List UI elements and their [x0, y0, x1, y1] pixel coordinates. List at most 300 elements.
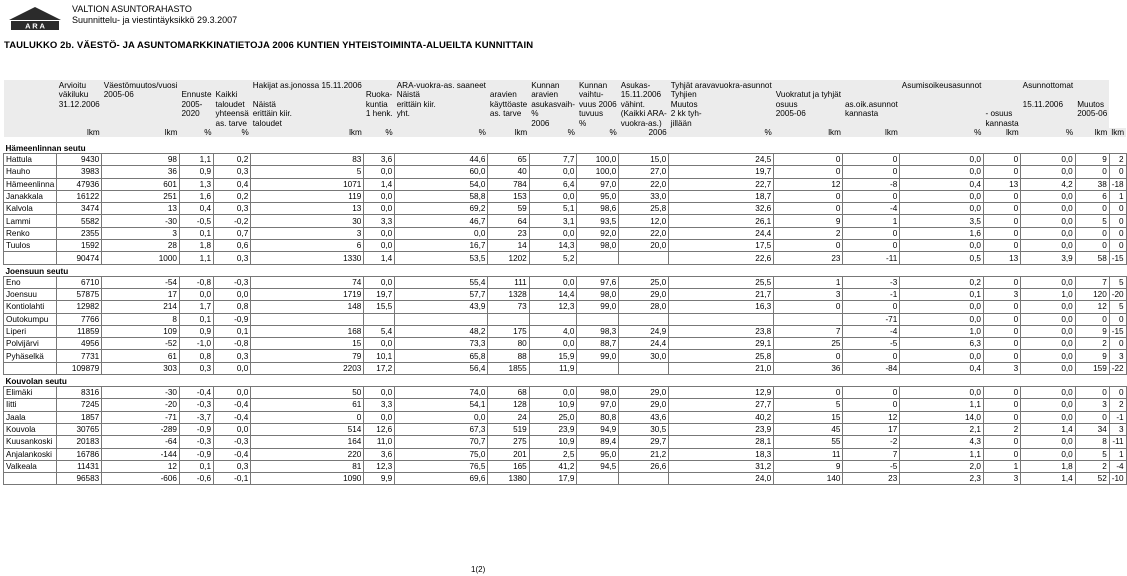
table-cell: 4,3 [900, 436, 984, 448]
table-cell [395, 313, 488, 325]
table-cell: 98,0 [577, 387, 619, 399]
header-cell: 2005-06 [1077, 109, 1108, 118]
table-row [4, 227, 1127, 239]
header-cell [1021, 109, 1076, 119]
table-cell: 251 [102, 190, 180, 202]
table-cell: 18,7 [669, 190, 774, 202]
header-cell: vuus 2006 [578, 99, 617, 109]
table-cell: -1 [1109, 411, 1126, 423]
table-cell: 784 [488, 178, 529, 190]
table-cell [529, 313, 577, 325]
municipality-name: Kontiolahti [4, 301, 57, 313]
table-cell: 12,3 [529, 301, 577, 313]
table-cell: 1,8 [179, 240, 213, 252]
table-cell: 5,2 [529, 252, 577, 264]
table-cell: 98 [102, 154, 180, 166]
header-row [4, 80, 1127, 90]
table-cell: 0 [983, 325, 1020, 337]
table-cell: 1 [1109, 190, 1126, 202]
table-cell: 0,0 [1021, 411, 1076, 423]
table-cell: 0,1 [179, 313, 213, 325]
table-cell: 22,0 [619, 227, 669, 239]
table-cell: 13 [983, 178, 1020, 190]
table-cell: 12,6 [364, 423, 395, 435]
header-cell [102, 118, 180, 128]
table-cell: 60,0 [395, 166, 488, 178]
table-cell: 3 [774, 288, 843, 300]
table-cell: -1 [843, 288, 900, 300]
table-cell: 0,4 [179, 203, 213, 215]
table-cell: -0,8 [214, 338, 251, 350]
table-cell: 30 [251, 215, 364, 227]
table-cell: -0,9 [179, 423, 213, 435]
table-cell: 8316 [57, 387, 102, 399]
header-cell: Asunnottomat [1022, 80, 1074, 90]
header-cell: % [577, 118, 619, 128]
table-cell: 0,0 [900, 190, 984, 202]
table-cell: 2,1 [900, 423, 984, 435]
table-cell: -30 [102, 215, 180, 227]
table-cell: 0 [983, 215, 1020, 227]
table-cell: 21,2 [619, 448, 669, 460]
municipality-name: Renko [4, 227, 57, 239]
table-cell: 9 [774, 215, 843, 227]
header-cell: % [669, 128, 774, 138]
table-cell: 13 [251, 203, 364, 215]
table-cell: 0 [983, 276, 1020, 288]
table-cell: 38 [1075, 178, 1109, 190]
table-cell: 12,9 [669, 387, 774, 399]
header-cell [1021, 90, 1076, 100]
table-row [4, 178, 1127, 190]
table-cell: 0,0 [529, 190, 577, 202]
table-cell: -0,3 [214, 436, 251, 448]
table-cell: 0,0 [364, 411, 395, 423]
table-cell: 79 [251, 350, 364, 362]
table-cell: 6 [1075, 190, 1109, 202]
table-row [4, 288, 1127, 300]
table-cell: 1855 [488, 362, 529, 374]
table-cell: 2355 [57, 227, 102, 239]
table-cell: 27,7 [669, 399, 774, 411]
table-cell: 7 [1075, 276, 1109, 288]
table-cell [364, 313, 395, 325]
table-cell: 94,9 [577, 423, 619, 435]
table-cell: 15,0 [619, 154, 669, 166]
table-cell: 17 [843, 423, 900, 435]
table-cell: 7,7 [529, 154, 577, 166]
table-cell: -54 [102, 276, 180, 288]
table-cell: 1,4 [364, 178, 395, 190]
table-cell: 80,8 [577, 411, 619, 423]
table-cell: 1 [1109, 448, 1126, 460]
header-cell [983, 99, 1020, 109]
table-cell: -3 [843, 276, 900, 288]
header-row [4, 118, 1127, 128]
table-cell: 0 [1109, 203, 1126, 215]
header-cell: lkm [843, 128, 900, 138]
table-cell: 0,0 [529, 338, 577, 350]
table-cell: -0,9 [214, 313, 251, 325]
table-cell: 1,1 [179, 252, 213, 264]
table-cell: 3 [251, 227, 364, 239]
table-cell: 19,7 [669, 166, 774, 178]
table-cell: 3 [1109, 350, 1126, 362]
table-cell: 2203 [251, 362, 364, 374]
table-cell: 0 [1075, 166, 1109, 178]
table-cell: 96583 [57, 473, 102, 485]
table-cell: 88 [488, 350, 529, 362]
table-row [4, 252, 1127, 264]
table-cell: -0,1 [214, 473, 251, 485]
table-cell: -20 [102, 399, 180, 411]
table-cell: 0 [251, 411, 364, 423]
header-cell: as. tarve [488, 109, 529, 119]
table-cell: 52 [1075, 473, 1109, 485]
table-cell: -8 [843, 178, 900, 190]
table-cell: 0 [843, 190, 900, 202]
table-row [4, 411, 1127, 423]
header-cell [1021, 118, 1076, 128]
header-cell: 1 henk. [365, 109, 393, 118]
header-cell: Vuokratut ja tyhjät [775, 90, 841, 99]
table-cell: 0,0 [364, 227, 395, 239]
table-cell: -10 [1109, 473, 1126, 485]
table-cell: 0,8 [179, 350, 213, 362]
header-cell: % [529, 109, 577, 119]
table-row [4, 473, 1127, 485]
table-cell: 0,0 [364, 190, 395, 202]
table-cell: -0,4 [214, 411, 251, 423]
header-cell: kannasta [985, 118, 1019, 128]
table-cell: 1,4 [364, 252, 395, 264]
header-cell: yht. [395, 109, 488, 119]
table-cell: -144 [102, 448, 180, 460]
table-cell: 99,0 [577, 301, 619, 313]
table-cell [619, 252, 669, 264]
header-cell [57, 109, 102, 119]
table-cell: 33,0 [619, 190, 669, 202]
table-cell: 0,4 [900, 178, 984, 190]
municipality-name: Polvijärvi [4, 338, 57, 350]
header-cell: taloudet [251, 118, 364, 128]
table-cell: 0 [843, 387, 900, 399]
table-cell: -4 [1109, 460, 1126, 472]
header-cell [4, 80, 57, 90]
table-cell: 17 [102, 288, 180, 300]
table-cell: 1,0 [1021, 288, 1076, 300]
table-cell: 36 [102, 166, 180, 178]
table-cell: 0,0 [364, 387, 395, 399]
table-cell: 1,4 [1021, 423, 1076, 435]
table-cell: -0,3 [179, 399, 213, 411]
municipality-name: Janakkala [4, 190, 57, 202]
municipality-name: Pyhäselkä [4, 350, 57, 362]
table-cell: 1,7 [179, 301, 213, 313]
table-cell: 201 [488, 448, 529, 460]
table-cell: 1,1 [179, 154, 213, 166]
table-cell: 34 [1075, 423, 1109, 435]
table-cell: 0 [983, 436, 1020, 448]
table-cell: 83 [251, 154, 364, 166]
header-cell: 15.11.2006 [1021, 99, 1076, 109]
table-row [4, 362, 1127, 374]
table-cell: 13 [983, 252, 1020, 264]
header-cell: Asukas- [619, 80, 669, 90]
table-cell: 5 [1109, 301, 1126, 313]
table-cell: 89,4 [577, 436, 619, 448]
table-cell: 56,4 [395, 362, 488, 374]
table-cell: 1,1 [900, 399, 984, 411]
table-cell: 1857 [57, 411, 102, 423]
table-cell: 23 [488, 227, 529, 239]
table-cell: 9,9 [364, 473, 395, 485]
table-cell: 0,0 [1021, 313, 1076, 325]
header-cell: % [395, 128, 488, 138]
table-cell: 0 [983, 166, 1020, 178]
table-cell: 7766 [57, 313, 102, 325]
table-cell: 47936 [57, 178, 102, 190]
table-cell: 22,7 [669, 178, 774, 190]
header-cell: % [577, 128, 619, 138]
table-cell: 214 [102, 301, 180, 313]
header-cell: lkm [1075, 128, 1109, 138]
table-cell: 140 [774, 473, 843, 485]
org-name: VALTION ASUNTORAHASTO [72, 4, 192, 14]
table-cell: 24,5 [669, 154, 774, 166]
table-cell: 0,0 [900, 240, 984, 252]
table-row [4, 460, 1127, 472]
municipality-name: Eno [4, 276, 57, 288]
table-cell: 21,7 [669, 288, 774, 300]
table-cell: 10,1 [364, 350, 395, 362]
table-cell: -64 [102, 436, 180, 448]
table-cell: 0,7 [214, 227, 251, 239]
table-cell: 0,0 [214, 362, 251, 374]
table-cell: -5 [843, 338, 900, 350]
table-row [4, 313, 1127, 325]
table-cell: 6 [251, 240, 364, 252]
data-table [3, 80, 1127, 485]
header-row [4, 109, 1127, 119]
header-cell [1075, 80, 1109, 90]
table-cell: 25,0 [619, 276, 669, 288]
table-cell: 601 [102, 178, 180, 190]
header-cell: aravien [488, 90, 529, 100]
table-cell: 0,0 [529, 387, 577, 399]
table-cell: -5 [843, 460, 900, 472]
table-cell: 11859 [57, 325, 102, 337]
table-cell: 25 [774, 338, 843, 350]
table-cell: 36 [774, 362, 843, 374]
header-cell: lkm [102, 128, 180, 138]
table-cell: 80 [488, 338, 529, 350]
table-cell: 98,0 [577, 288, 619, 300]
table-cell: 50 [251, 387, 364, 399]
municipality-name: Anjalankoski [4, 448, 57, 460]
header-cell: Kunnan [529, 80, 577, 90]
table-cell: 8 [102, 313, 180, 325]
table-cell: 1380 [488, 473, 529, 485]
table-cell: 5 [774, 399, 843, 411]
table-cell: 92,0 [577, 227, 619, 239]
table-cell: 28 [102, 240, 180, 252]
table-cell: -2 [843, 436, 900, 448]
table-cell: 0 [1109, 240, 1126, 252]
header-cell [4, 99, 57, 109]
table-cell: 44,6 [395, 154, 488, 166]
table-cell: 7731 [57, 350, 102, 362]
table-cell: 0,4 [214, 178, 251, 190]
table-cell: 0 [983, 387, 1020, 399]
table-cell: 0,9 [179, 325, 213, 337]
table-cell: 0,0 [529, 166, 577, 178]
table-cell: 1,1 [900, 448, 984, 460]
header-cell: 2006 [619, 128, 669, 138]
table-cell: 0,1 [900, 288, 984, 300]
table-cell: 58,8 [395, 190, 488, 202]
table-cell: 5,4 [364, 325, 395, 337]
municipality-name: Kouvola [4, 423, 57, 435]
header-cell: yhteensä [215, 109, 249, 118]
table-row [4, 338, 1127, 350]
table-cell: -606 [102, 473, 180, 485]
table-cell: 1,6 [900, 227, 984, 239]
municipality-name: Elimäki [4, 387, 57, 399]
table-cell: -71 [102, 411, 180, 423]
table-cell: 3,1 [529, 215, 577, 227]
table-cell: 54,1 [395, 399, 488, 411]
table-cell: 0,9 [179, 166, 213, 178]
table-cell: 99,0 [577, 350, 619, 362]
table-cell: 17,9 [529, 473, 577, 485]
table-cell: 0 [983, 154, 1020, 166]
table-cell: 97,0 [577, 178, 619, 190]
header-row [4, 128, 1127, 138]
header-cell [364, 118, 395, 128]
table-cell: 16,3 [669, 301, 774, 313]
table-cell: 20183 [57, 436, 102, 448]
table-cell: 100,0 [577, 166, 619, 178]
table-cell [251, 313, 364, 325]
table-cell: 0,0 [1021, 350, 1076, 362]
table-cell: 0 [1109, 387, 1126, 399]
table-cell: 0 [843, 240, 900, 252]
page-title: TAULUKKO 2b. VÄESTÖ- JA ASUNTOMARKKINATIETOJA 2006 KUNTIEN YHTEISTOIMINTA-ALUEILTA KUNNITTAIN [4, 40, 534, 51]
table-cell: 4,2 [1021, 178, 1076, 190]
table-cell: 61 [251, 399, 364, 411]
table-cell: 69,6 [395, 473, 488, 485]
header-cell: 2006 [529, 118, 577, 128]
header-cell: lkm [57, 128, 102, 138]
header-cell [1075, 118, 1109, 128]
table-cell: 5,1 [529, 203, 577, 215]
header-cell: Asumisoikeusasunnot [901, 80, 982, 90]
header-cell: % [364, 128, 395, 138]
table-cell: 1090 [251, 473, 364, 485]
table-cell: 1 [983, 460, 1020, 472]
org-subtitle: Suunnittelu- ja viestintäyksikkö 29.3.2007 [72, 15, 238, 25]
header-cell [900, 90, 984, 100]
table-cell: 27,0 [619, 166, 669, 178]
header-row [4, 90, 1127, 100]
table-cell: -0,2 [214, 215, 251, 227]
table-cell: 159 [1075, 362, 1109, 374]
table-cell: 303 [102, 362, 180, 374]
header-cell: Muutos [669, 99, 774, 109]
table-cell: 0,0 [1021, 190, 1076, 202]
table-cell: 24,0 [669, 473, 774, 485]
table-cell: 0 [983, 350, 1020, 362]
header-cell: erittäin kiir. [251, 109, 364, 119]
header-cell: % [179, 128, 213, 138]
table-cell: 3 [983, 473, 1020, 485]
table-cell: 26,6 [619, 460, 669, 472]
table-cell: 0 [843, 399, 900, 411]
header-cell: tuvuus [577, 109, 619, 119]
table-cell: 0 [983, 227, 1020, 239]
table-cell: 0 [1075, 203, 1109, 215]
table-cell: 48,2 [395, 325, 488, 337]
table-cell: 519 [488, 423, 529, 435]
table-cell: 19,7 [364, 288, 395, 300]
header-cell: kannasta [843, 109, 900, 119]
table-row [4, 240, 1127, 252]
table-cell: 30,5 [619, 423, 669, 435]
header-cell [102, 99, 180, 109]
header-cell [251, 90, 364, 100]
table-cell: 111 [488, 276, 529, 288]
table-cell: 69,2 [395, 203, 488, 215]
municipality-name [4, 252, 57, 264]
table-cell: 3 [102, 227, 180, 239]
table-cell [669, 313, 774, 325]
table-cell: 24,4 [619, 338, 669, 350]
table-cell: 0,2 [214, 190, 251, 202]
header-cell [843, 80, 900, 90]
table-cell: 11431 [57, 460, 102, 472]
table-cell: 0,6 [214, 240, 251, 252]
table-row [4, 301, 1127, 313]
table-cell: 55,4 [395, 276, 488, 288]
table-cell: 12 [1075, 301, 1109, 313]
header-cell: väkiluku [57, 90, 102, 100]
table-cell: 3,3 [364, 399, 395, 411]
table-cell: -22 [1109, 362, 1126, 374]
table-cell [577, 473, 619, 485]
header-cell: - osuus [983, 109, 1020, 119]
header-cell: Hakijat as.jonossa 15.11.2006 [252, 80, 362, 90]
table-row [4, 325, 1127, 337]
header-cell [4, 128, 57, 138]
table-cell: 12,3 [364, 460, 395, 472]
table-cell: -4 [843, 203, 900, 215]
header-cell [900, 99, 984, 109]
header-cell: vähint. [619, 99, 669, 109]
table-cell: 0,0 [900, 154, 984, 166]
page-number: 1(2) [471, 565, 486, 574]
table-cell: 98,6 [577, 203, 619, 215]
table-cell: 23,9 [529, 423, 577, 435]
table-cell: 5 [1075, 215, 1109, 227]
table-cell: 40,2 [669, 411, 774, 423]
municipality-name [4, 473, 57, 485]
table-cell: 0 [983, 240, 1020, 252]
table-cell: 94,5 [577, 460, 619, 472]
table-cell: 68 [488, 387, 529, 399]
table-cell: 0 [843, 227, 900, 239]
header-cell [179, 80, 213, 90]
